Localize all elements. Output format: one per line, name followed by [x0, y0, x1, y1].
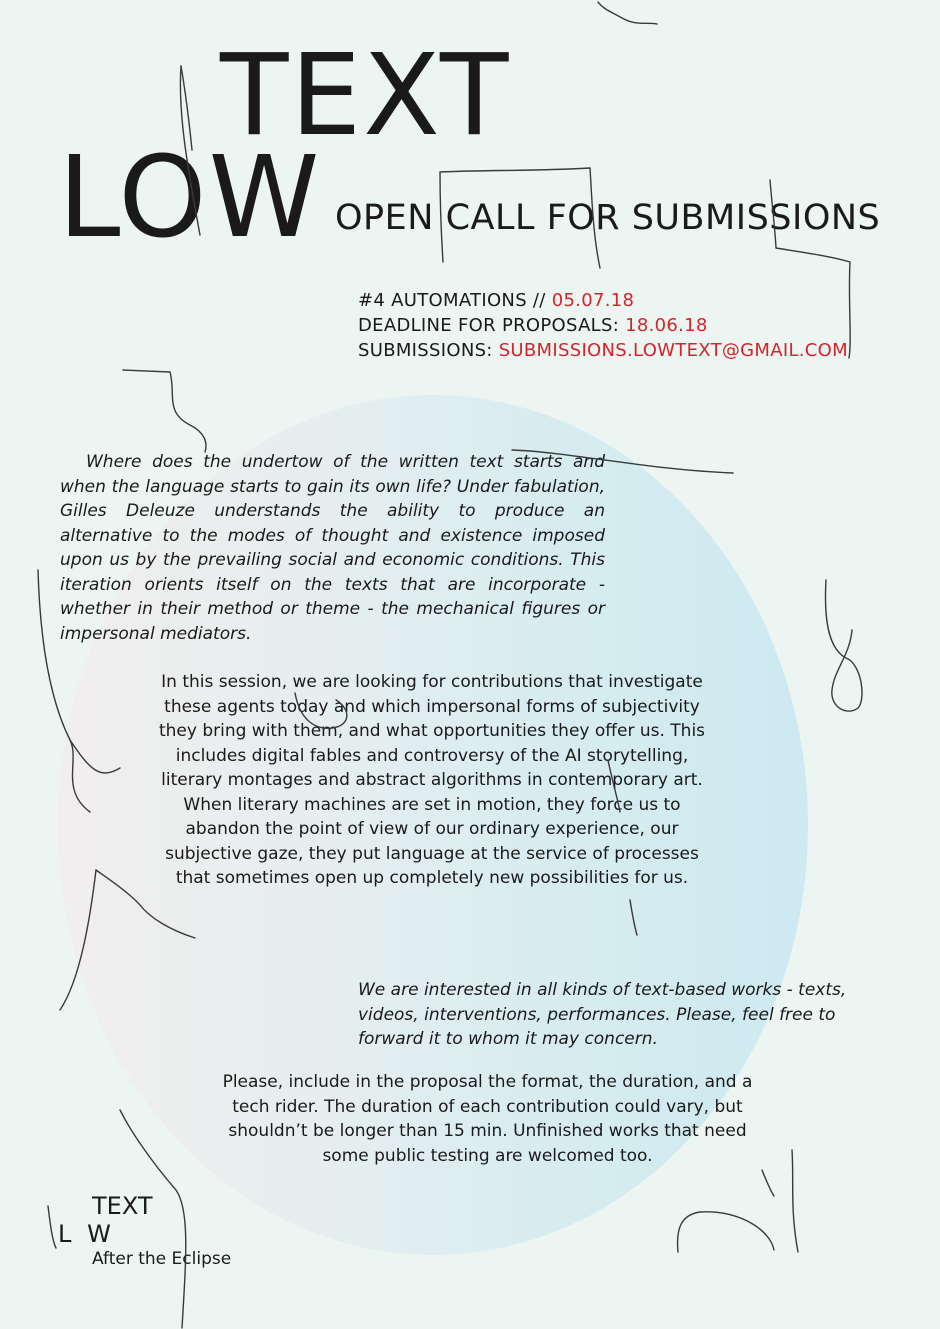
submissions-line	[358, 338, 848, 363]
footer-logo-low: LW	[58, 1220, 129, 1248]
issue-label: #4 AUTOMATIONS //	[358, 290, 552, 311]
deadline-line	[358, 313, 848, 338]
scribble-top-right	[598, 2, 657, 24]
proposal-paragraph: Please, include in the proposal the format, the duration, and a tech rider. The duration of each contribution could vary, but shouldn’t be longer than 15 min. Unfinished works that need some public testing are welcomed too.	[222, 1072, 753, 1166]
scribble-right-loop	[825, 580, 862, 711]
deadline-date: 18.06.18	[625, 315, 708, 336]
intro-paragraph: Where does the undertow of the written text starts and when the language starts to gain its own life? Under fabulation, Gilles Deleuze understands the ability to produce an alternative to the modes of thought and existence imposed upon us by the prevailing social and economic conditions. This iteration orients itself on the texts that are incorporate - whether in their method or theme - the mechanical figures or impersonal mediators.	[60, 452, 605, 644]
submissions-email[interactable]: SUBMISSIONS.LOWTEXT@GMAIL.COM	[498, 340, 848, 361]
issue-date: 05.07.18	[551, 290, 635, 311]
session-paragraph: In this session, we are looking for contributions that investigate these agents today and which impersonal forms of subjectivity they bring with them, and what opportunities they offer us. This includes digital fables and controversy of the AI storytelling, literary montages and abstract algorithms in contemporary art. When literary machines are set in motion, they force us to abandon the point of view of our ordinary experience, our subjective gaze, they put language at the service of processes that sometimes open up completely new possibilities for us.	[158, 672, 706, 888]
footer-logo-text: TEXT	[92, 1192, 153, 1220]
headline: OPEN CALL FOR SUBMISSIONS	[335, 198, 881, 238]
submissions-label: SUBMISSIONS:	[358, 340, 499, 361]
issue-line	[358, 288, 848, 313]
logo-low-word: LOW	[58, 133, 322, 263]
logo-text-word: TEXT	[220, 31, 511, 161]
event-info	[358, 288, 848, 363]
scribble-left-top	[123, 370, 206, 452]
interest-paragraph: We are interested in all kinds of text-based works - texts, videos, interventions, performances. Please, feel free to forward it to whom it may concern.	[358, 980, 847, 1049]
scribble-bottom-right	[678, 1212, 774, 1252]
footer-logo-subtitle: After the Eclipse	[92, 1249, 232, 1269]
deadline-label: DEADLINE FOR PROPOSALS:	[358, 315, 626, 336]
